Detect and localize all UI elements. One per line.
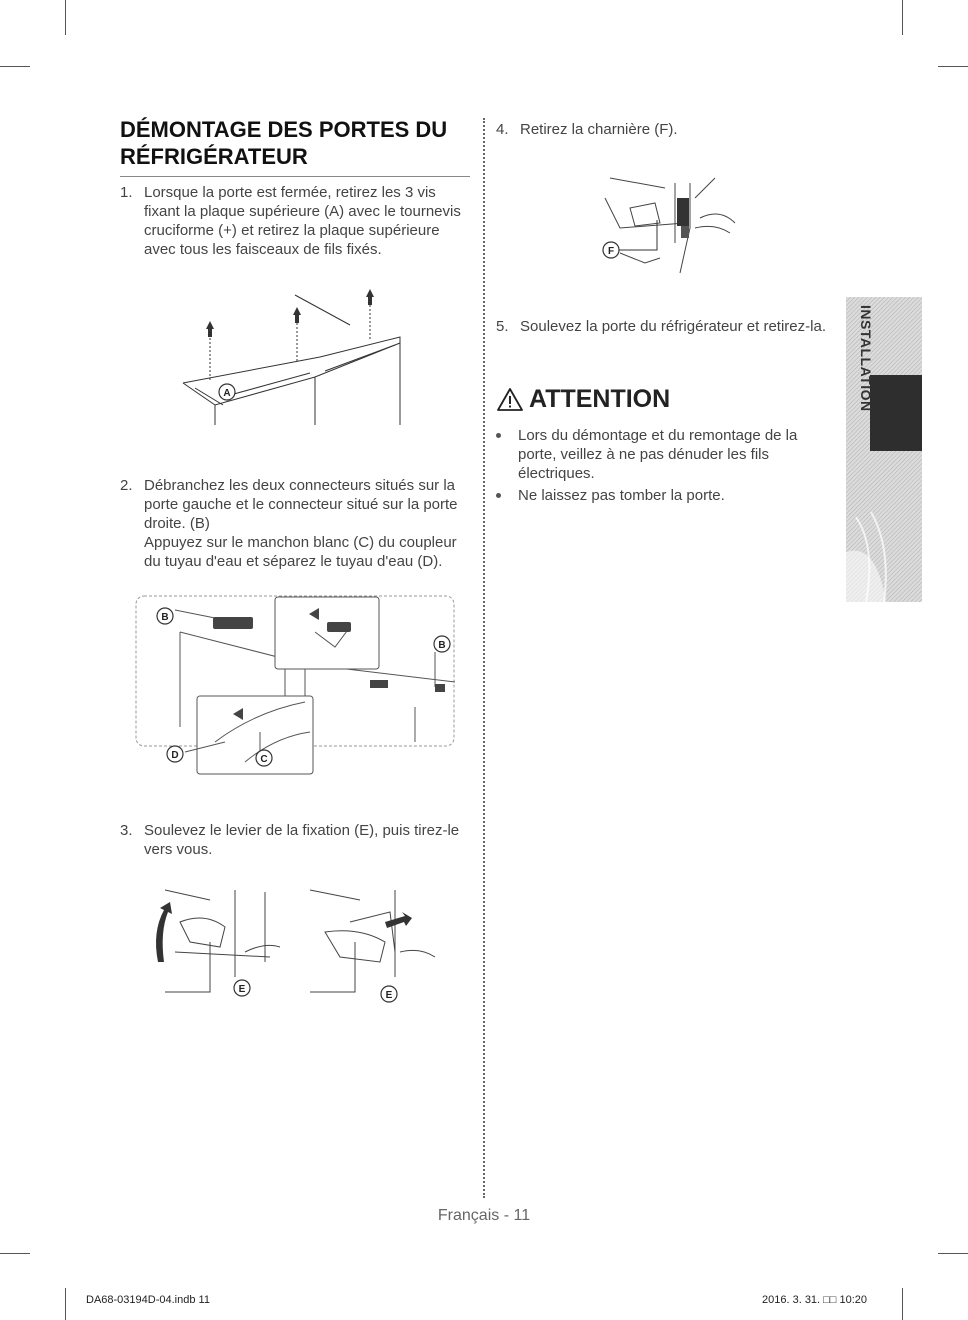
step-number: 1. [120, 184, 133, 201]
crop-mark [938, 66, 968, 67]
crop-mark [902, 1288, 903, 1320]
bullet-text: Lors du démontage et du remontage de la porte, veillez à ne pas dénuder les fils électriques. [518, 427, 798, 482]
print-date: 2016. 3. 31. □□ 10:20 [762, 1294, 868, 1306]
step-4 [496, 120, 826, 139]
lever-illustration [150, 882, 450, 1007]
callout-c: C [260, 754, 268, 765]
list-item [496, 486, 816, 505]
crop-mark [902, 0, 903, 35]
bullet-icon [496, 433, 501, 438]
step-3 [120, 821, 470, 859]
top-plate-illustration [175, 285, 415, 430]
callout-e: E [238, 984, 246, 995]
file-label: DA68-03194D-04.indb 11 [86, 1294, 210, 1306]
callout-d: D [171, 750, 179, 761]
warning-triangle-icon [497, 388, 523, 411]
bullet-icon [496, 493, 501, 498]
side-tab-label: INSTALLATION [858, 305, 874, 412]
hinge-illustration [595, 168, 745, 278]
section-title-line2: RÉFRIGÉRATEUR [120, 144, 308, 169]
crop-mark [65, 0, 66, 35]
callout-f: F [607, 246, 615, 257]
attention-heading [497, 385, 670, 414]
step-text: Retirez la charnière (F). [520, 121, 678, 138]
step-text: Soulevez la porte du réfrigérateur et retirez-la. [520, 318, 826, 335]
step-5 [496, 317, 841, 336]
step-number: 3. [120, 822, 133, 839]
crop-mark [65, 1288, 66, 1320]
callout-a: A [223, 388, 231, 399]
step-number: 4. [496, 121, 509, 138]
bullet-text: Ne laissez pas tomber la porte. [518, 487, 725, 504]
step-text: Débranchez les deux connecteurs situés sur la porte gauche et le connecteur situé sur la porte droite. (B) [144, 477, 458, 532]
attention-title: ATTENTION [529, 385, 671, 413]
column-divider [483, 118, 485, 1198]
crop-mark [0, 1253, 30, 1254]
step-1 [120, 183, 470, 259]
attention-list [496, 426, 816, 508]
connector-illustration [135, 592, 457, 777]
step-number: 2. [120, 477, 133, 494]
step-2 [120, 476, 470, 571]
page-number: Français - 11 [437, 1207, 531, 1224]
crop-mark [938, 1253, 968, 1254]
callout-b: B [438, 640, 446, 651]
step-number: 5. [496, 318, 509, 335]
section-title [120, 116, 470, 177]
callout-e: E [385, 990, 393, 1001]
crop-mark [0, 66, 30, 67]
section-title-line1: DÉMONTAGE DES PORTES DU [120, 117, 448, 142]
step-text: Lorsque la porte est fermée, retirez les 3 vis fixant la plaque supérieure (A) avec le tournevis cruciforme (+) et retirez la plaque supérieure avec tous les faisceaux de fils fixés. [144, 184, 461, 258]
callout-b: B [161, 612, 169, 623]
list-item [496, 426, 816, 483]
step-text: Soulevez le levier de la fixation (E), puis tirez-le vers vous. [144, 822, 460, 858]
step-text-continued: Appuyez sur le manchon blanc (C) du coupleur du tuyau d'eau et séparez le tuyau d'eau (D). [144, 534, 457, 570]
